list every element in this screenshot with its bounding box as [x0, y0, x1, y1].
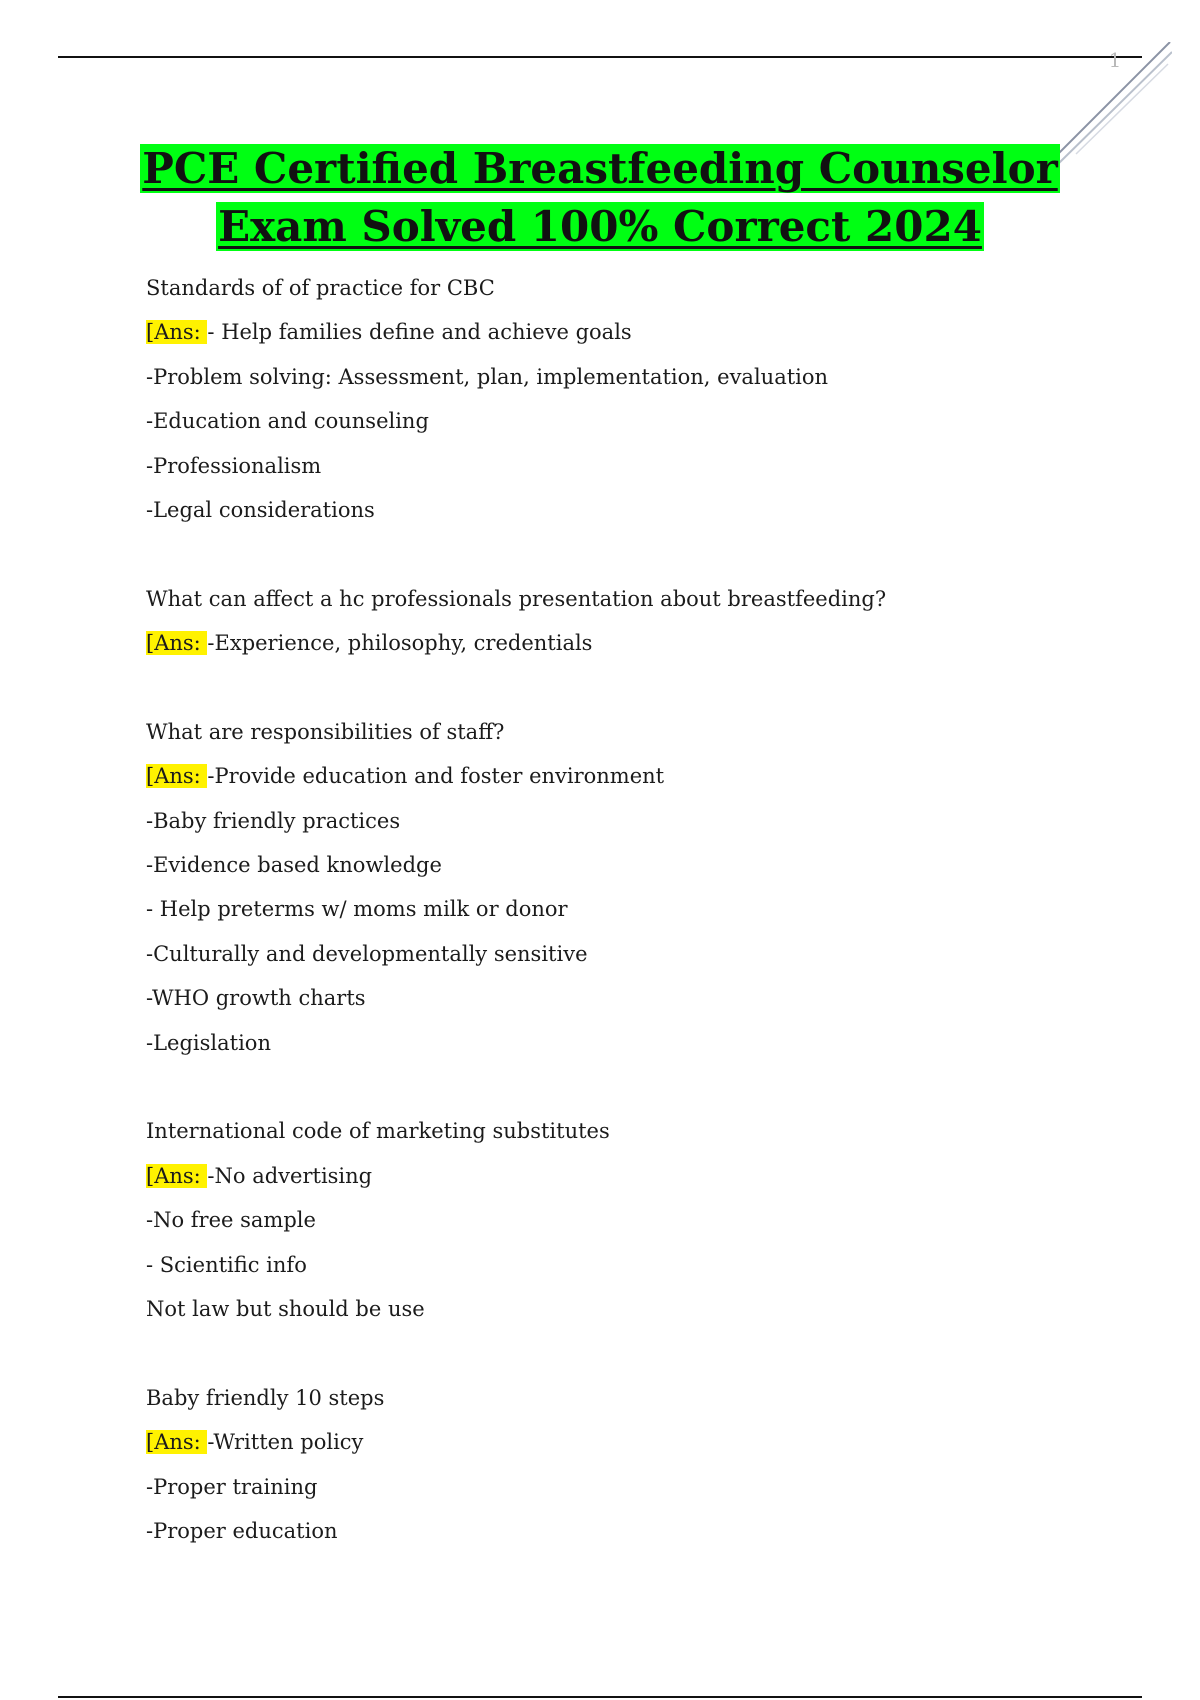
answer-item: -Baby friendly practices: [146, 808, 401, 833]
footer-rule: [58, 1696, 1142, 1698]
document-title-line-2: Exam Solved 100% Correct 2024: [218, 202, 982, 251]
spacer: [146, 666, 1066, 710]
question-text: What can affect a hc professionals presentation about breastfeeding?: [146, 586, 887, 611]
question-text: What are responsibilities of staff?: [146, 719, 505, 744]
document-title-line-1: PCE Certified Breastfeeding Counselor: [142, 144, 1058, 193]
answer-line: [146, 310, 1066, 354]
answer-item: -Culturally and developmentally sensitive: [146, 941, 588, 966]
qa-content: [146, 266, 1066, 1553]
answer-line: [146, 754, 1066, 798]
spacer: [146, 532, 1066, 576]
answer-item: -Legislation: [146, 1030, 271, 1055]
answer-item: -Legal considerations: [146, 497, 375, 522]
answer-label: [Ans:: [146, 1430, 208, 1455]
spacer: [146, 1331, 1066, 1375]
spacer: [146, 1065, 1066, 1109]
header-rule: [58, 56, 1142, 58]
answer-label: [Ans:: [146, 1163, 208, 1188]
question-text: International code of marketing substitutes: [146, 1119, 610, 1144]
answer-label: [Ans:: [146, 631, 208, 656]
page-number: 1: [1108, 48, 1122, 72]
answer-item: -No free sample: [146, 1208, 316, 1233]
answer-item: - Help preterms w/ moms milk or donor: [146, 897, 568, 922]
answer-item: -Problem solving: Assessment, plan, implementation, evaluation: [146, 364, 829, 389]
answer-line: [146, 1154, 1066, 1198]
answer-line: [146, 1420, 1066, 1464]
answer-label: [Ans:: [146, 320, 208, 345]
answer-item: -Education and counseling: [146, 409, 429, 434]
answer-item: Not law but should be use: [146, 1296, 425, 1321]
question-text: Standards of of practice for CBC: [146, 276, 495, 300]
answer-text: - Help families define and achieve goals: [207, 320, 632, 345]
question-text: Baby friendly 10 steps: [146, 1385, 385, 1410]
answer-text: -Written policy: [207, 1430, 364, 1455]
answer-item: -Professionalism: [146, 453, 322, 478]
answer-text: -No advertising: [207, 1163, 373, 1188]
answer-item: -WHO growth charts: [146, 986, 366, 1011]
answer-text: -Experience, philosophy, credentials: [207, 631, 593, 656]
answer-label: [Ans:: [146, 764, 208, 789]
answer-item: -Evidence based knowledge: [146, 853, 442, 878]
answer-item: -Proper education: [146, 1518, 338, 1543]
answer-line: [146, 621, 1066, 665]
answer-item: -Proper training: [146, 1474, 318, 1499]
document-title: [0, 140, 1200, 256]
answer-text: -Provide education and foster environment: [207, 764, 665, 789]
answer-item: - Scientific info: [146, 1252, 307, 1277]
